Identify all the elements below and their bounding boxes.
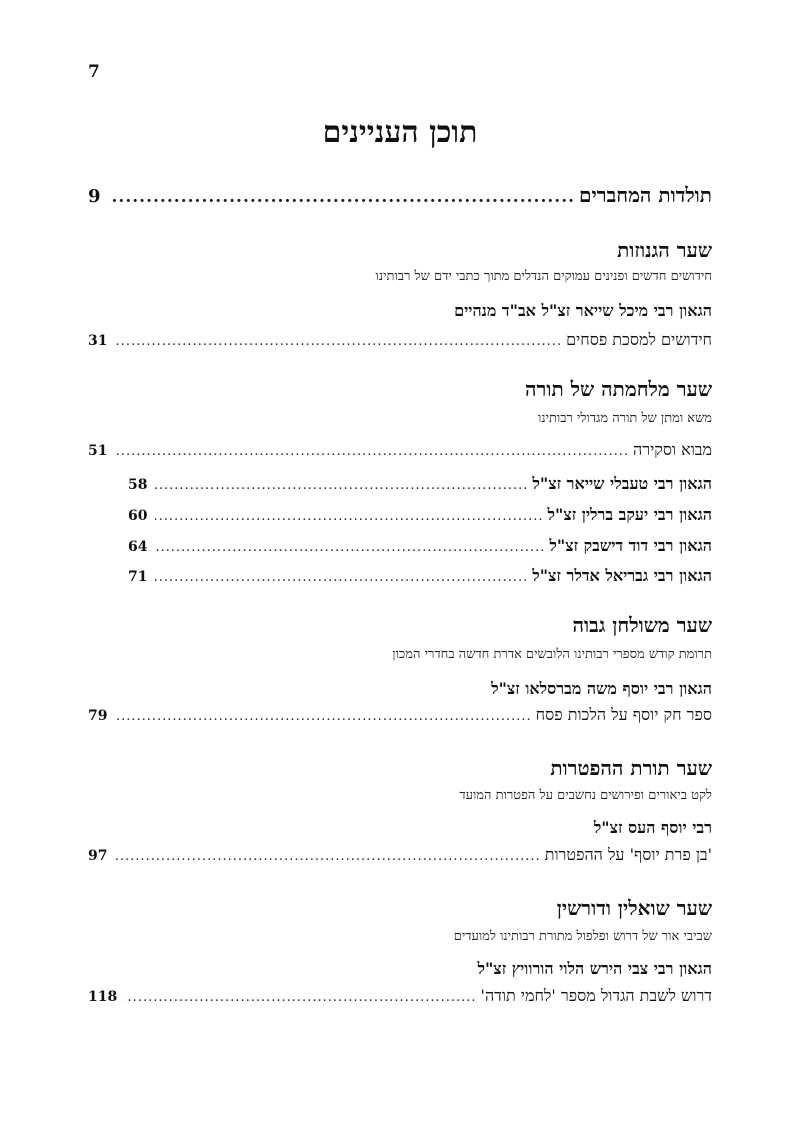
dot-leader bbox=[115, 709, 531, 724]
toc-page-number: 9 bbox=[88, 186, 101, 207]
dot-leader bbox=[155, 540, 545, 555]
toc-lead-entry[interactable] bbox=[88, 183, 712, 208]
toc-entry-label: הגאון רבי יעקב ברלין זצ"ל bbox=[547, 505, 712, 524]
section-heading: שער שואלין ודורשין bbox=[556, 896, 712, 920]
section-heading: שער משולחן גבוה bbox=[572, 613, 712, 637]
toc-entry-label: הגאון רבי דוד דישבק זצ"ל bbox=[549, 536, 712, 555]
section-subtitle: תרומת קודש מספרי רבותינו הלובשים אדרת חדשה בחדרי המכון bbox=[392, 647, 712, 662]
author-heading: הגאון רבי צבי הירש הלוי הורוויץ זצ"ל bbox=[477, 959, 712, 978]
dot-leader bbox=[155, 509, 543, 524]
toc-entry[interactable] bbox=[128, 474, 712, 494]
toc-entry-label: הגאון רבי גבריאל אדלר זצ"ל bbox=[532, 566, 712, 585]
section-subtitle: שביבי אור של דרוש ופלפול מתורת רבותינו למועדים bbox=[453, 929, 712, 944]
toc-entry-label: חידושים למסכת פסחים bbox=[566, 330, 712, 349]
page-number: 7 bbox=[88, 62, 100, 82]
toc-entry[interactable] bbox=[88, 330, 712, 350]
section-subtitle: חידושים חדשים ופנינים עמוקים הנדלים מתוך כתבי ידם של רבותינו bbox=[375, 269, 712, 284]
section-subtitle: משא ומתן של תורה מגדולי רבותינו bbox=[538, 411, 712, 426]
toc-entry-label: 'בן פרת יוסף' על ההפטרות bbox=[544, 845, 712, 864]
toc-entry[interactable] bbox=[88, 705, 712, 725]
toc-entry[interactable] bbox=[128, 536, 712, 556]
page-title: תוכן העניינים bbox=[322, 115, 478, 150]
toc-entry-label: תולדות המחברים bbox=[579, 183, 712, 207]
toc-entry[interactable] bbox=[128, 505, 712, 525]
author-heading: רבי יוסף העס זצ"ל bbox=[593, 818, 712, 837]
toc-page-number: 97 bbox=[88, 848, 108, 864]
dot-leader bbox=[115, 849, 540, 864]
toc-page-number: 64 bbox=[128, 539, 148, 555]
toc-page-number: 31 bbox=[88, 333, 108, 349]
dot-leader bbox=[109, 187, 576, 207]
toc-entry-label: דרוש לשבת הגדול מספר 'לחמי תודה' bbox=[480, 986, 712, 1005]
section-subtitle: לקט ביאורים ופירושים נחשבים על הפטרות המועד bbox=[459, 788, 712, 803]
toc-entry[interactable] bbox=[88, 845, 712, 865]
author-heading: הגאון רבי יוסף משה מברסלאו זצ"ל bbox=[491, 679, 712, 698]
toc-entry-label: מבוא וסקירה bbox=[633, 440, 712, 459]
dot-leader bbox=[155, 478, 528, 493]
toc-entry-label: הגאון רבי טעבלי שייאר זצ"ל bbox=[532, 474, 712, 493]
dot-leader bbox=[155, 570, 528, 585]
section-heading: שער תורת ההפטרות bbox=[550, 756, 712, 780]
toc-entry[interactable] bbox=[88, 440, 712, 460]
table-of-contents bbox=[88, 0, 712, 1134]
section-heading: שער הגנוזות bbox=[617, 238, 712, 262]
author-heading: הגאון רבי מיכל שייאר זצ"ל אב"ד מנהיים bbox=[454, 301, 712, 320]
toc-page-number: 51 bbox=[88, 443, 108, 459]
toc-entry[interactable] bbox=[128, 566, 712, 586]
dot-leader bbox=[125, 990, 476, 1005]
toc-page-number: 118 bbox=[88, 989, 118, 1005]
dot-leader bbox=[115, 334, 562, 349]
toc-entry[interactable] bbox=[88, 986, 712, 1006]
toc-page-number: 71 bbox=[128, 569, 148, 585]
toc-page-number: 60 bbox=[128, 508, 148, 524]
dot-leader bbox=[115, 444, 629, 459]
toc-entry-label: ספר חק יוסף על הלכות פסח bbox=[535, 705, 712, 724]
section-heading: שער מלחמתה של תורה bbox=[525, 377, 712, 401]
toc-page-number: 58 bbox=[128, 477, 148, 493]
toc-page-number: 79 bbox=[88, 708, 108, 724]
